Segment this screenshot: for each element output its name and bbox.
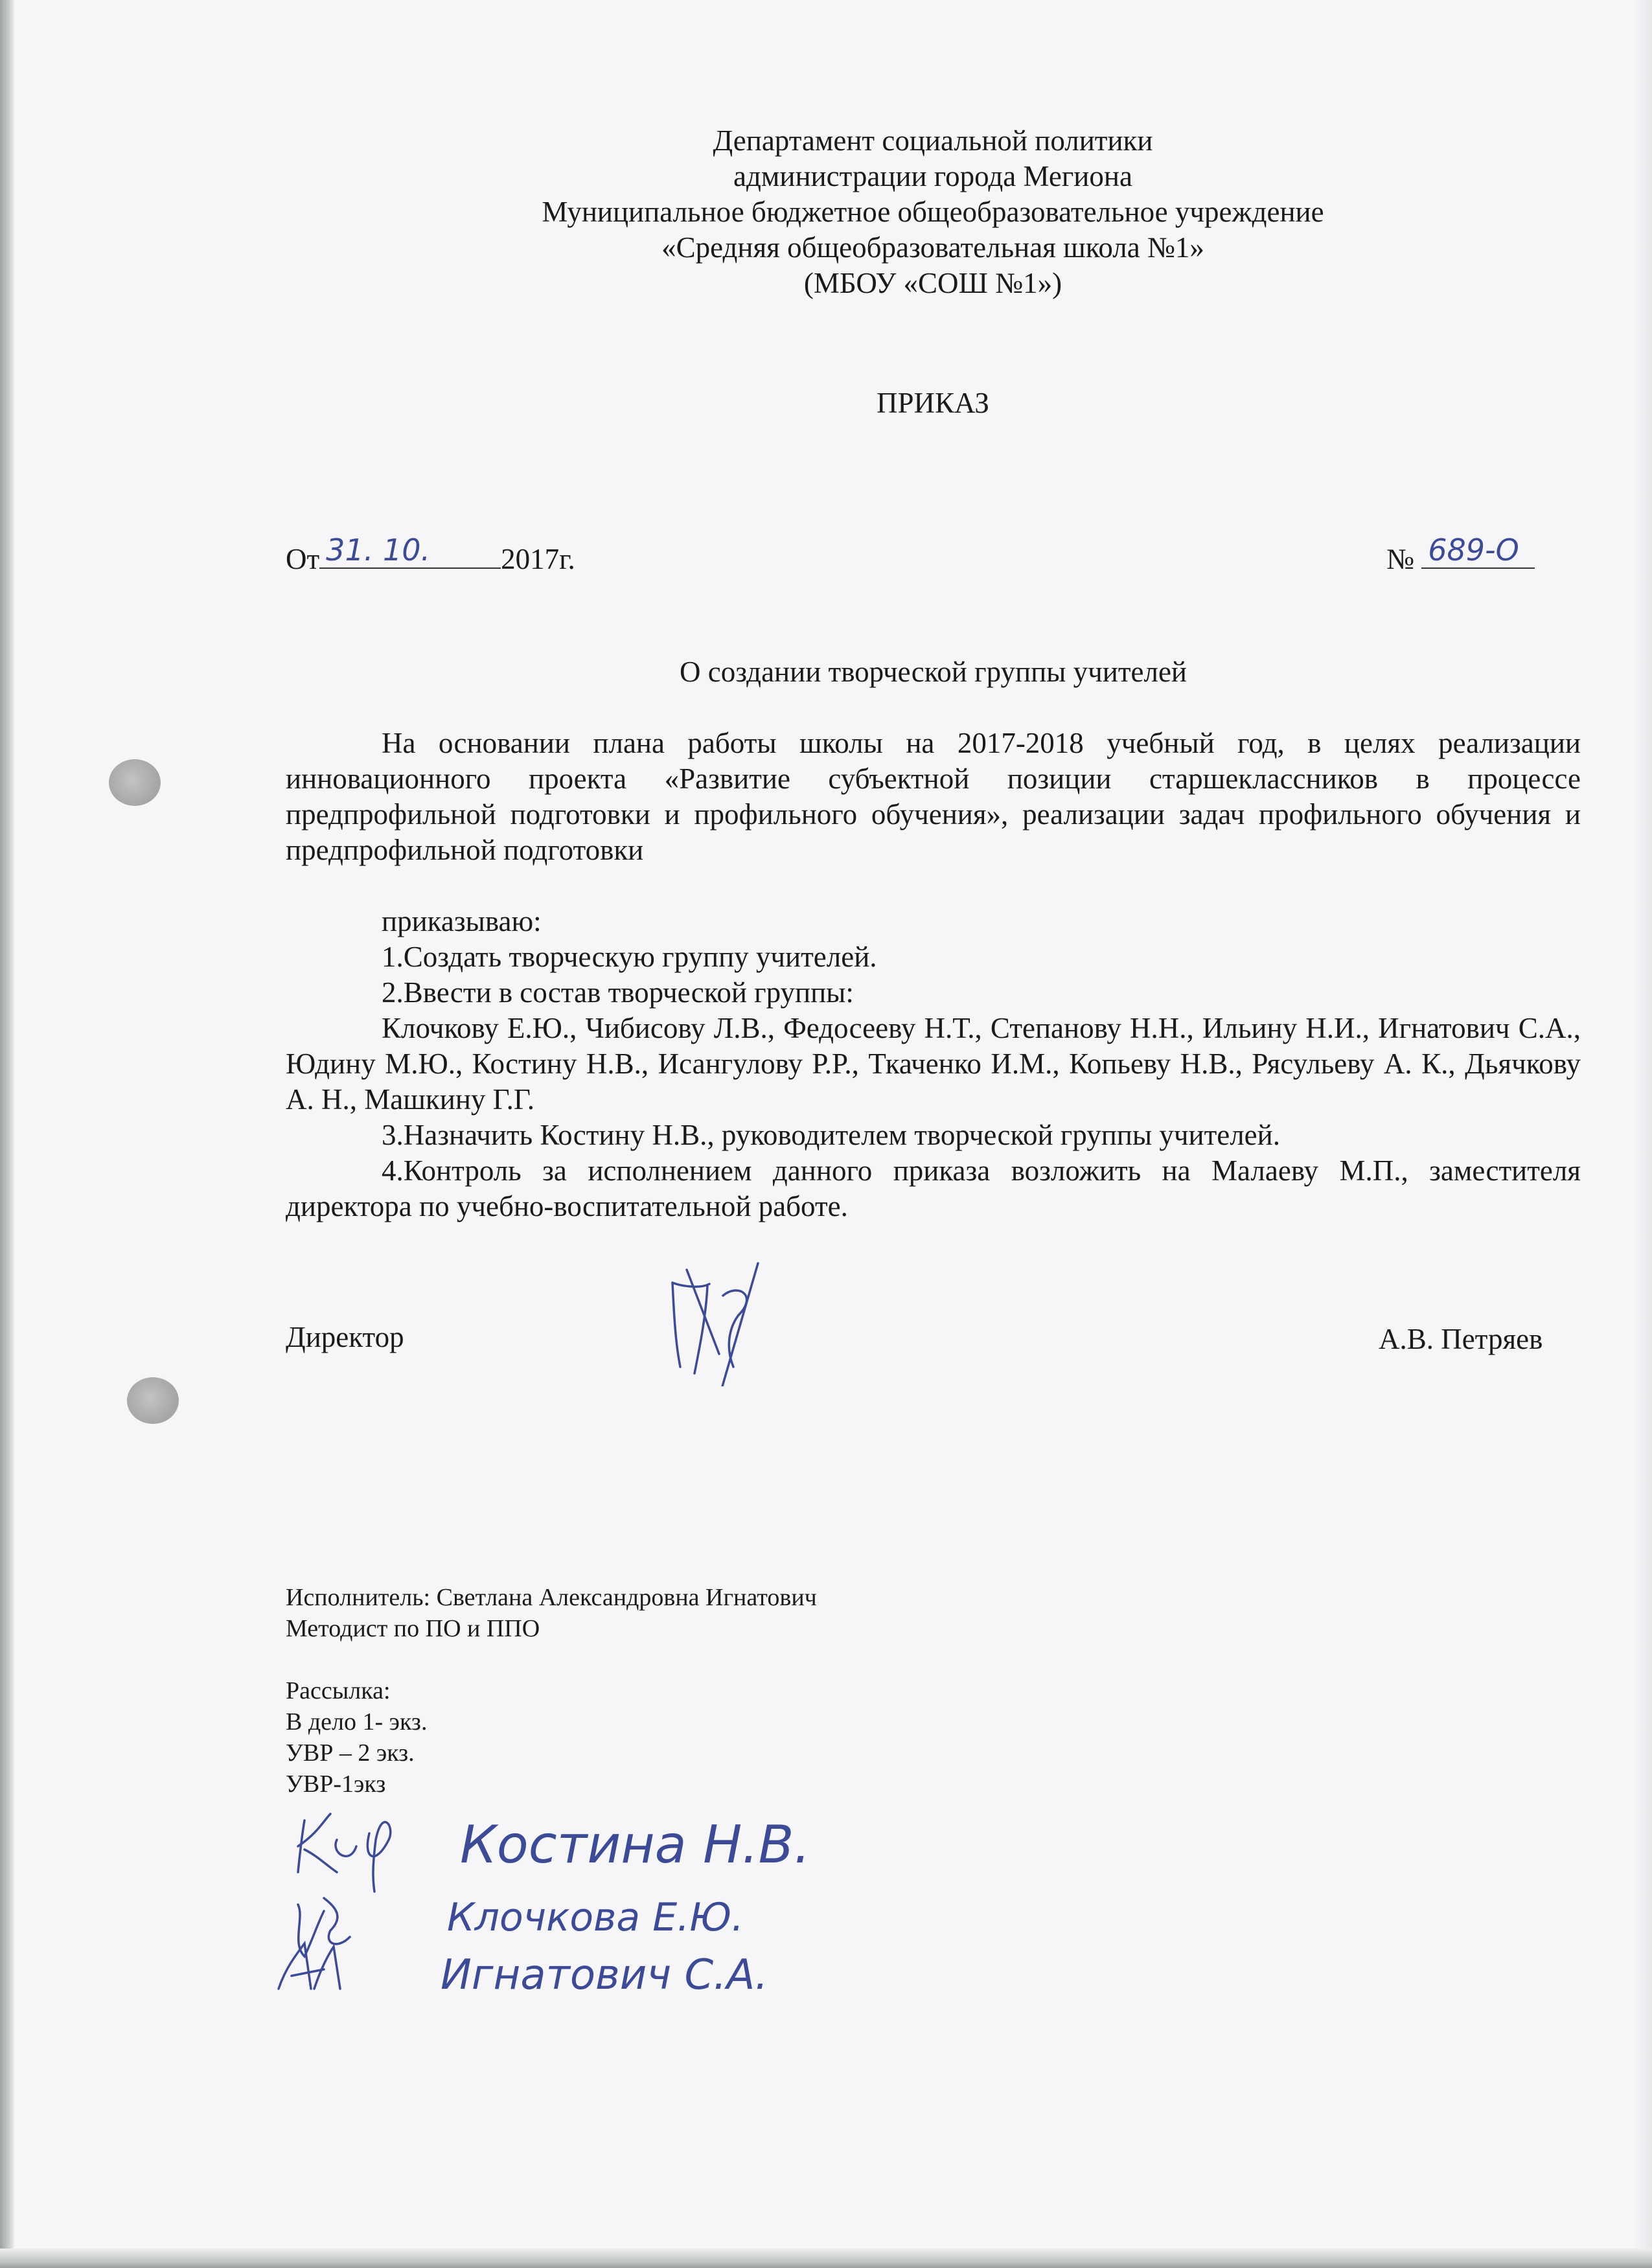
handwritten-date: 31. 10. xyxy=(326,533,431,567)
header-line: Департамент социальной политики xyxy=(713,124,1153,157)
order-item-1: 1.Создать творческую группу учителей. xyxy=(382,941,877,973)
distribution-item: УВР-1экз xyxy=(286,1770,386,1798)
order-number-line xyxy=(1386,533,1535,577)
group-members: Клочкову Е.Ю., Чибисову Л.В., Федосееву Н.Т., Степанову Н.Н., Ильину Н.И., Игнатович С.А., Юдину М.Ю., Костину Н.В., Исангулову Р.Р., Ткаченко И.М., Копьеву Н.В., Рясульеву А. К., Дьячкову А. Н., Машкину Г.Г. xyxy=(286,1012,1581,1116)
distribution-item: УВР – 2 экз. xyxy=(286,1739,415,1767)
organization-header xyxy=(415,123,1451,301)
number-prefix: № xyxy=(1386,543,1414,575)
executor-title: Методист по ПО и ППО xyxy=(286,1615,540,1642)
acknowledgement-name: Игнатович С.А. xyxy=(441,1951,768,1995)
director-signature xyxy=(661,1257,771,1386)
order-body xyxy=(286,726,1581,1224)
order-item-4: 4.Контроль за исполнением данного приказа возложить на Малаеву М.П., заместителя директора по учебно-воспитательной работе. xyxy=(286,1154,1581,1222)
handwritten-order-number: 689-О xyxy=(1428,533,1519,567)
document-footer xyxy=(286,1582,817,1800)
order-item-3: 3.Назначить Костину Н.В., руководителем творческой группы учителей. xyxy=(382,1119,1280,1151)
header-line: администрации города Мегиона xyxy=(733,160,1132,192)
date-prefix: От xyxy=(286,543,320,575)
scan-edge-left xyxy=(0,0,14,2268)
distribution-item: В дело 1- экз. xyxy=(286,1708,428,1735)
header-line: (МБОУ «СОШ №1») xyxy=(803,267,1062,299)
handwritten-acknowledgements xyxy=(266,1794,849,1995)
date-blank xyxy=(319,533,501,569)
acknowledgement-name: Клочкова Е.Ю. xyxy=(447,1895,744,1940)
order-item-2: 2.Ввести в состав творческой группы: xyxy=(382,976,854,1009)
signature-position: Директор xyxy=(286,1321,404,1353)
header-line: Муниципальное бюджетное общеобразовательное учреждение xyxy=(542,196,1324,228)
date-line xyxy=(286,533,575,577)
scan-edge-bottom xyxy=(0,2249,1652,2268)
punch-hole-top xyxy=(109,759,161,806)
distribution-title: Рассылка: xyxy=(286,1677,391,1704)
preamble-paragraph: На основании плана работы школы на 2017-2018 учебный год, в целях реализации инновационного проекта «Развитие субъектной позиции старшеклассников в процессе предпрофильной подготовки и профильного обучения», реализации задач профильного обучения и предпрофильной подготовки xyxy=(286,727,1581,866)
date-suffix: 2017г. xyxy=(501,543,575,575)
scan-edge-right xyxy=(1633,0,1652,2268)
document-title: ПРИКАЗ xyxy=(877,387,989,419)
executor-line: Исполнитель: Светлана Александровна Игнатович xyxy=(286,1584,817,1611)
punch-hole-bottom xyxy=(127,1377,179,1424)
acknowledgement-name: Костина Н.В. xyxy=(460,1815,810,1875)
number-blank xyxy=(1421,533,1535,569)
order-word: приказываю: xyxy=(382,905,542,937)
header-line: «Средняя общеобразовательная школа №1» xyxy=(661,231,1204,264)
order-subject: О создании творческой группы учителей xyxy=(679,656,1187,688)
signatory-name: А.В. Петряев xyxy=(1379,1323,1543,1355)
